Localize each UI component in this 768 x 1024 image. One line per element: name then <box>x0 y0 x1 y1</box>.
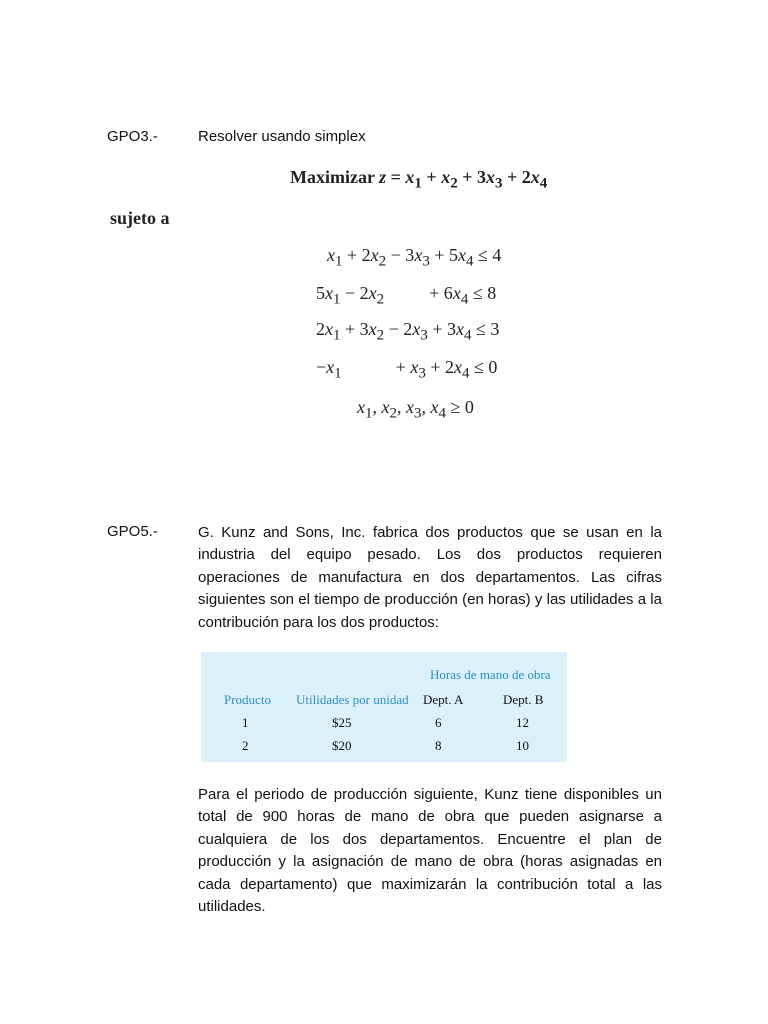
constraint-4: $-x_1$ + $x_3 + 2x_4 \le 0$ <box>316 357 498 382</box>
table-cell: $20 <box>332 738 352 753</box>
constraint-1: $x_1 + 2x_2 - 3x_3 + 5x_4 \le 4$ <box>327 245 502 270</box>
table-header-dept-b: Dept. B <box>503 692 544 707</box>
gpo3-instruction: Resolver usando simplex <box>198 128 366 145</box>
gpo3-label: GPO3.- <box>107 128 158 145</box>
table-header-utilidades: Utilidades por unidad <box>296 692 409 707</box>
labor-hours-table <box>201 652 567 762</box>
constraint-3: $2x_1 + 3x_2 - 2x_3 + 3x_4 \le 3$ <box>316 319 500 344</box>
table-cell: 10 <box>516 738 529 753</box>
table-group-header: Horas de mano de obra <box>430 667 551 682</box>
table-cell: $25 <box>332 715 352 730</box>
gpo5-paragraph-2: Para el periodo de producción siguiente, Kunz tiene disponibles un total de 900 horas de mano de obra que pueden asignarse a cualquiera de los dos departamentos. Encuentre el plan de producción y la asignación de mano de obra (horas asignadas en cada departamento) que maximizarán la contribución total a las utilidades. <box>198 786 662 916</box>
subject-to-label: sujeto a <box>110 208 170 228</box>
constraint-2: $5x_1 - 2x_2$ + $6x_4 \le 8$ <box>316 283 497 308</box>
table-cell: 1 <box>242 715 249 730</box>
objective-function: Maximizar $z = x_1 + x_2 + 3x_3 + 2x_4$ <box>290 167 548 192</box>
table-cell: 2 <box>242 738 249 753</box>
gpo5-label: GPO5.- <box>107 523 158 540</box>
gpo5-paragraph-1: G. Kunz and Sons, Inc. fabrica dos productos que se usan en la industria del equipo pesado. Los dos productos requieren operaciones de manufactura en dos departamentos. Las cifras siguientes son el tiempo de producción (en horas) y las utilidades a la contribución para los dos productos: <box>198 524 662 631</box>
table-cell: 8 <box>435 738 442 753</box>
table-cell: 12 <box>516 715 529 730</box>
nonnegativity-constraint: $x_1$, $x_2$, $x_3$, $x_4 \ge 0$ <box>357 397 474 422</box>
table-header-producto: Producto <box>224 692 271 707</box>
table-cell: 6 <box>435 715 442 730</box>
table-header-dept-a: Dept. A <box>423 692 464 707</box>
